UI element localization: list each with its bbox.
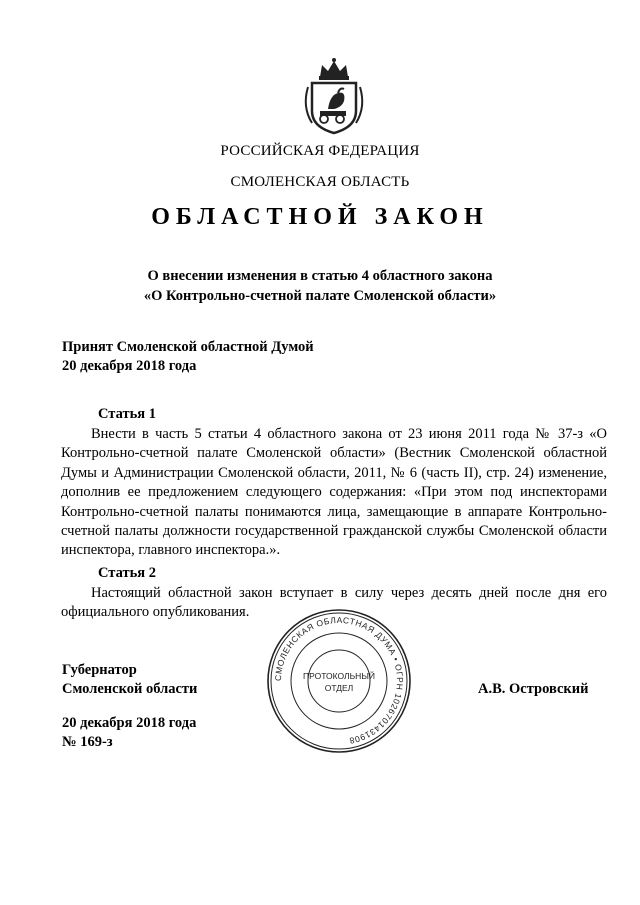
signatory-position-line-1: Губернатор [62,662,137,678]
adoption-note [62,338,314,376]
signatory-position [62,661,197,699]
article-1-heading: Статья 1 [98,406,156,422]
seal-center-line-1: ПРОТОКОЛЬНЫЙ [303,671,375,681]
signing-date: 20 декабря 2018 года [62,715,197,731]
adoption-body: Принят Смоленской областной Думой [62,339,314,355]
law-subject-line-1: О внесении изменения в статью 4 областного закона [147,268,493,284]
signatory-name: А.В. Островский [478,681,589,697]
law-subject-line-2: «О Контрольно-счетной палате Смоленской области» [143,288,497,304]
article-2-heading: Статья 2 [98,565,156,581]
law-number: № 169-з [62,734,113,750]
federation-heading: РОССИЙСКАЯ ФЕДЕРАЦИЯ [220,143,420,159]
coat-of-arms-emblem [298,57,370,135]
seal-center-line-2: ОТДЕЛ [324,683,354,693]
law-subject [0,266,640,306]
article-1-text: Внести в часть 5 статьи 4 областного закона от 23 июня 2011 года № 37-з «О Контрольно-счетной палате Смоленской области» (Вестник Смоленской областной Думы и Администрации Смоленской области, 2011, № 6 (часть II), стр. 24) изменение, дополнив ее предложением следующего содержания: «При этом под инспекторами Контрольно-счетной палаты понимаются лица, замещающие в аппарате Контрольно-счетной палаты должности государственной гражданской службы Смоленской области инспектора, главного инспектора.». [61,426,607,559]
signing-details [62,714,196,752]
signatory-position-line-2: Смоленской области [62,681,198,697]
seal-outer-text: СМОЛЕНСКАЯ ОБЛАСТНАЯ ДУМА • ОГРН 1026701431908 [272,614,406,747]
adoption-date: 20 декабря 2018 года [62,358,197,374]
document-type-title: ОБЛАСТНОЙ ЗАКОН [151,204,489,230]
official-seal-stamp [266,608,412,754]
article-2-text: Настоящий областной закон вступает в силу через десять дней после дня его официального опубликования. [61,585,607,621]
region-heading: СМОЛЕНСКАЯ ОБЛАСТЬ [230,174,410,190]
